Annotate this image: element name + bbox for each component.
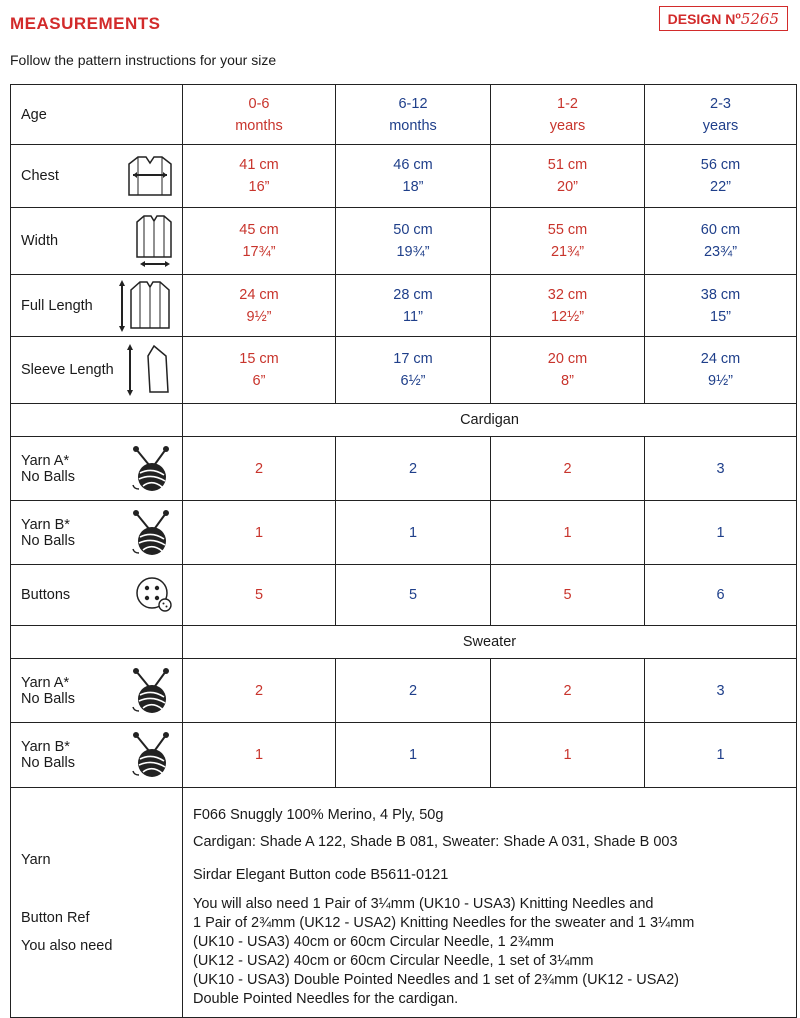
yarn-value: 1 xyxy=(491,501,645,565)
size-line1: 0-6 xyxy=(248,95,270,112)
cm-value: 24 cm xyxy=(239,286,279,303)
buttons-label-cell xyxy=(11,565,183,626)
inch-value: 8” xyxy=(561,373,574,389)
size-col-2 xyxy=(491,85,645,145)
row-label-line2: No Balls xyxy=(21,468,75,485)
info-content xyxy=(183,788,797,1018)
yarn-ball-icon xyxy=(130,731,174,779)
info-labels xyxy=(11,788,183,1018)
design-number: 5265 xyxy=(740,10,779,28)
inch-value: 6½” xyxy=(400,373,426,389)
yarn-value: 1 xyxy=(491,723,645,788)
button-icon xyxy=(134,575,174,615)
cm-value: 28 cm xyxy=(393,286,433,303)
yarn-value: 2 xyxy=(491,659,645,723)
chest-row xyxy=(11,145,797,208)
need-line: (UK10 - USA3) Double Pointed Needles and 1 set of 2¾mm (UK12 - USA2) xyxy=(193,972,679,988)
yarn-value: 1 xyxy=(336,723,491,788)
inch-value: 19¾” xyxy=(396,244,430,260)
button-ref-label: Button Ref xyxy=(21,909,90,926)
chest-val-0 xyxy=(183,145,336,208)
yarn-value: 2 xyxy=(183,437,336,501)
chest-measure-icon xyxy=(126,154,174,198)
cm-value: 46 cm xyxy=(393,157,433,173)
full-length-row xyxy=(11,275,797,337)
cardigan-title: Cardigan xyxy=(183,404,797,437)
row-label-line1: Yarn B* xyxy=(21,739,70,755)
cm-value: 45 cm xyxy=(239,222,279,238)
sleeve-val-0 xyxy=(183,337,336,404)
yarn-info-label: Yarn xyxy=(21,851,51,868)
sleeve-val-3 xyxy=(645,337,797,404)
yarn-label-cell xyxy=(11,437,183,501)
yarn-value: 1 xyxy=(183,723,336,788)
yarn-value: 2 xyxy=(491,437,645,501)
also-need-label: You also need xyxy=(21,937,113,954)
measure-label: Full Length xyxy=(21,297,93,314)
sleeve-length-row xyxy=(11,337,797,404)
length-measure-icon xyxy=(116,278,174,334)
inch-value: 18” xyxy=(402,179,424,195)
length-val-0 xyxy=(183,275,336,337)
buttons-value: 6 xyxy=(645,565,797,626)
cardigan-buttons-row xyxy=(11,565,797,626)
size-line2: years xyxy=(549,117,586,134)
length-val-2 xyxy=(491,275,645,337)
inch-value: 6” xyxy=(252,373,266,389)
buttons-value: 5 xyxy=(491,565,645,626)
yarn-label-cell xyxy=(11,501,183,565)
row-label-line1: Yarn A* xyxy=(21,674,70,691)
yarn-ball-icon xyxy=(130,445,174,493)
age-label: Age xyxy=(11,85,183,145)
need-line: You will also need 1 Pair of 3¼mm (UK10 - USA3) Knitting Needles and xyxy=(193,896,654,912)
yarn-value: 1 xyxy=(645,501,797,565)
inch-value: 9½” xyxy=(708,373,733,389)
cm-value: 15 cm xyxy=(239,351,279,367)
buttons-value: 5 xyxy=(336,565,491,626)
size-line1: 1-2 xyxy=(557,95,578,112)
design-prefix: DESIGN N xyxy=(667,11,736,27)
width-val-2 xyxy=(491,208,645,275)
measure-label: Sleeve Length xyxy=(21,362,114,378)
yarn-value: 1 xyxy=(183,501,336,565)
cardigan-yarn-a-row xyxy=(11,437,797,501)
yarn-ball-icon xyxy=(130,509,174,557)
yarn-value: 2 xyxy=(183,659,336,723)
cardigan-section-row xyxy=(11,404,797,437)
inch-value: 16” xyxy=(248,179,270,195)
yarn-line-1: F066 Snuggly 100% Merino, 4 Ply, 50g xyxy=(193,807,444,823)
buttons-value: 5 xyxy=(183,565,336,626)
need-line: Double Pointed Needles for the cardigan. xyxy=(193,991,459,1007)
yarn-value: 1 xyxy=(645,723,797,788)
cm-value: 24 cm xyxy=(700,351,741,367)
button-ref-value: Sirdar Elegant Button code B5611-0121 xyxy=(193,867,449,883)
inch-value: 20” xyxy=(557,179,578,195)
cm-value: 17 cm xyxy=(393,351,433,367)
row-label-line1: Yarn A* xyxy=(21,452,70,469)
sleeve-val-2 xyxy=(491,337,645,404)
inch-value: 11” xyxy=(403,308,423,325)
yarn-line-2: Cardigan: Shade A 122, Shade B 081, Sweater: Shade A 031, Shade B 003 xyxy=(193,834,678,850)
size-line2: years xyxy=(702,117,739,134)
row-label-line1: Buttons xyxy=(21,587,71,603)
yarn-value: 3 xyxy=(645,659,797,723)
measurements-table xyxy=(10,84,797,1018)
row-label-line2: No Balls xyxy=(21,690,75,707)
cm-value: 38 cm xyxy=(700,286,741,303)
inch-value: 21¾” xyxy=(550,244,585,260)
need-line: (UK10 - USA3) 40cm or 60cm Circular Needle, 1 2¾mm xyxy=(193,934,555,950)
width-measure-icon xyxy=(134,213,174,269)
cm-value: 20 cm xyxy=(547,351,588,367)
sweater-section-row xyxy=(11,626,797,659)
cm-value: 56 cm xyxy=(700,157,741,173)
measure-label-cell xyxy=(11,208,183,275)
inch-value: 23¾” xyxy=(703,244,738,260)
yarn-label-cell xyxy=(11,659,183,723)
sleeve-val-1 xyxy=(336,337,491,404)
sweater-yarn-b-row xyxy=(11,723,797,788)
width-val-0 xyxy=(183,208,336,275)
page-title: MEASUREMENTS xyxy=(10,14,161,33)
width-row xyxy=(11,208,797,275)
size-line2: months xyxy=(389,117,437,134)
sweater-spacer xyxy=(11,626,183,659)
inch-value: 9½” xyxy=(246,308,272,325)
width-val-3 xyxy=(645,208,797,275)
chest-val-2 xyxy=(491,145,645,208)
cm-value: 55 cm xyxy=(547,222,588,238)
size-line2: months xyxy=(235,117,283,134)
yarn-value: 3 xyxy=(645,437,797,501)
measure-label-cell xyxy=(11,275,183,337)
size-line1: 6-12 xyxy=(398,95,428,112)
inch-value: 17¾” xyxy=(242,244,276,260)
width-val-1 xyxy=(336,208,491,275)
yarn-ball-icon xyxy=(130,667,174,715)
sweater-title: Sweater xyxy=(183,626,797,659)
size-line1: 2-3 xyxy=(710,95,731,112)
sleeve-measure-icon xyxy=(124,342,174,398)
cm-value: 60 cm xyxy=(700,222,741,238)
cm-value: 32 cm xyxy=(547,286,588,303)
measure-label: Width xyxy=(21,233,59,249)
sweater-yarn-a-row xyxy=(11,659,797,723)
measure-label-cell xyxy=(11,145,183,208)
cm-value: 51 cm xyxy=(547,157,588,173)
need-line: (UK12 - USA2) 40cm or 60cm Circular Needle, 1 set of 3¼mm xyxy=(193,953,594,969)
yarn-value: 2 xyxy=(336,659,491,723)
yarn-label-cell xyxy=(11,723,183,788)
design-number-box xyxy=(659,6,788,31)
row-label-line1: Yarn B* xyxy=(21,516,70,533)
size-col-0 xyxy=(183,85,336,145)
size-col-1 xyxy=(336,85,491,145)
info-row xyxy=(11,788,797,1018)
cm-value: 50 cm xyxy=(393,222,433,238)
need-line: 1 Pair of 2¾mm (UK12 - USA2) Knitting Needles for the sweater and 1 3¼mm xyxy=(193,915,695,931)
inch-value: 15” xyxy=(710,308,731,325)
design-sup: o xyxy=(735,10,741,21)
yarn-value: 2 xyxy=(336,437,491,501)
age-row xyxy=(11,85,797,145)
size-col-3 xyxy=(645,85,797,145)
length-val-3 xyxy=(645,275,797,337)
also-need-text xyxy=(193,895,786,1009)
cardigan-spacer xyxy=(11,404,183,437)
measure-label-cell xyxy=(11,337,183,404)
subtitle: Follow the pattern instructions for your size xyxy=(10,52,277,68)
chest-val-1 xyxy=(336,145,491,208)
cardigan-yarn-b-row xyxy=(11,501,797,565)
measure-label: Chest xyxy=(21,168,59,184)
inch-value: 12½” xyxy=(550,308,585,325)
row-label-line2: No Balls xyxy=(21,755,75,771)
cm-value: 41 cm xyxy=(239,157,279,173)
length-val-1 xyxy=(336,275,491,337)
row-label-line2: No Balls xyxy=(21,532,75,549)
yarn-value: 1 xyxy=(336,501,491,565)
chest-val-3 xyxy=(645,145,797,208)
inch-value: 22” xyxy=(710,179,731,195)
